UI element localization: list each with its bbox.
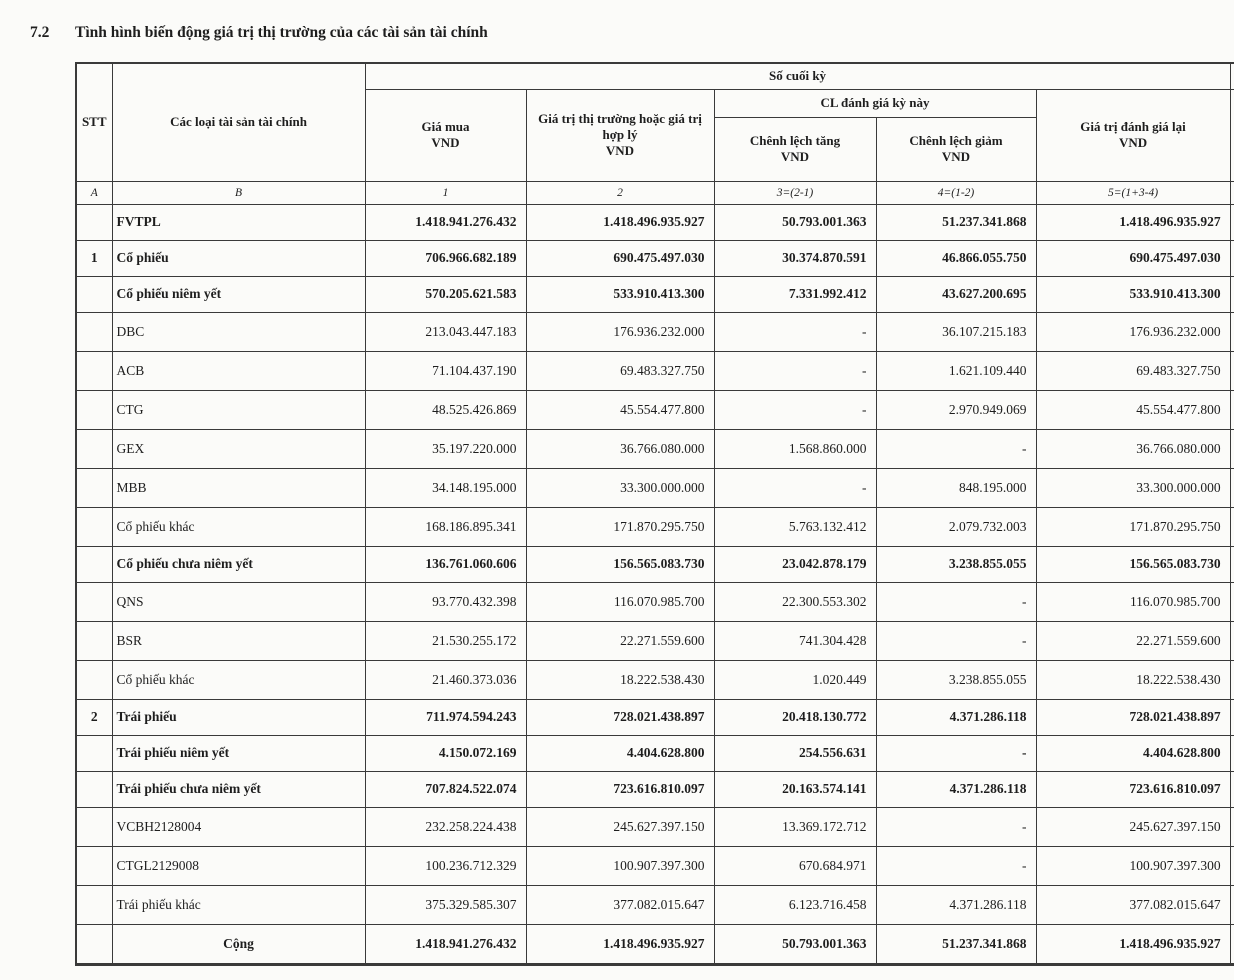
value-cell: 50.793.001.363 — [714, 924, 876, 964]
value-cell: 51.237.341.868 — [876, 204, 1036, 240]
asset-name-cell: DBC — [112, 312, 365, 351]
index-cell: A — [76, 181, 112, 204]
value-cell: 723.616.810.097 — [526, 771, 714, 807]
stt-cell — [76, 507, 112, 546]
value-cell: 3.238.855.055 — [876, 660, 1036, 699]
value-cell: 375.329.585.307 — [365, 885, 526, 924]
value-cell: 533.910.413.300 — [1036, 276, 1230, 312]
asset-name-cell: Trái phiếu chưa niêm yết — [112, 771, 365, 807]
index-cell: B — [112, 181, 365, 204]
clipped-cell — [1230, 429, 1234, 468]
value-cell: 706.966.682.189 — [365, 240, 526, 276]
value-cell: - — [876, 735, 1036, 771]
value-cell: 45.554.477.800 — [526, 390, 714, 429]
value-cell: - — [714, 351, 876, 390]
currency-label: VND — [605, 143, 635, 159]
value-cell: 4.404.628.800 — [526, 735, 714, 771]
value-cell: 4.404.628.800 — [1036, 735, 1230, 771]
value-cell: 156.565.083.730 — [526, 546, 714, 582]
stt-cell — [76, 621, 112, 660]
asset-name-cell: BSR — [112, 621, 365, 660]
stt-cell — [76, 351, 112, 390]
value-cell: 36.766.080.000 — [526, 429, 714, 468]
currency-label: VND — [1118, 135, 1148, 150]
header-market-value — [526, 89, 714, 181]
clipped-cell — [1230, 390, 1234, 429]
value-cell: 22.271.559.600 — [526, 621, 714, 660]
value-cell: - — [876, 621, 1036, 660]
clipped-cell — [1230, 276, 1234, 312]
stt-cell — [76, 276, 112, 312]
index-clipped-cell — [1230, 181, 1234, 204]
section-title-text: Tình hình biến động giá trị thị trường của các tài sản tài chính — [75, 24, 488, 41]
currency-label: VND — [941, 149, 971, 164]
clipped-cell — [1230, 924, 1234, 964]
stt-cell — [76, 771, 112, 807]
stt-cell — [76, 429, 112, 468]
table-row — [76, 582, 1234, 621]
value-cell: 741.304.428 — [714, 621, 876, 660]
table-body — [76, 204, 1234, 964]
value-cell: 1.418.941.276.432 — [365, 204, 526, 240]
asset-name-cell: Cổ phiếu niêm yết — [112, 276, 365, 312]
value-cell: 4.371.286.118 — [876, 699, 1036, 735]
clipped-cell — [1230, 582, 1234, 621]
index-cell: 4=(1-2) — [876, 181, 1036, 204]
value-cell: 707.824.522.074 — [365, 771, 526, 807]
value-cell: 69.483.327.750 — [526, 351, 714, 390]
stt-cell — [76, 735, 112, 771]
clipped-cell — [1230, 312, 1234, 351]
header-revaluation-diff: CL đánh giá kỳ này — [714, 89, 1036, 117]
header-asset-types: Các loại tài sản tài chính — [112, 63, 365, 181]
value-cell: 1.621.109.440 — [876, 351, 1036, 390]
table-row — [76, 660, 1234, 699]
currency-label: VND — [780, 149, 810, 164]
stt-cell — [76, 885, 112, 924]
index-cell: 3=(2-1) — [714, 181, 876, 204]
table-row — [76, 846, 1234, 885]
table-row — [76, 621, 1234, 660]
value-cell: 100.907.397.300 — [1036, 846, 1230, 885]
header-diff-decrease — [876, 117, 1036, 181]
value-cell: 100.236.712.329 — [365, 846, 526, 885]
table-header — [76, 63, 1234, 204]
value-cell: 23.042.878.179 — [714, 546, 876, 582]
table-row — [76, 735, 1234, 771]
clipped-cell — [1230, 846, 1234, 885]
asset-name-cell: Cổ phiếu khác — [112, 507, 365, 546]
asset-name-cell: FVTPL — [112, 204, 365, 240]
value-cell: 18.222.538.430 — [1036, 660, 1230, 699]
value-cell: 50.793.001.363 — [714, 204, 876, 240]
value-cell: 1.418.941.276.432 — [365, 924, 526, 964]
asset-name-cell: VCBH2128004 — [112, 807, 365, 846]
clipped-cell — [1230, 621, 1234, 660]
value-cell: 4.371.286.118 — [876, 771, 1036, 807]
header-revalued — [1036, 89, 1230, 181]
value-cell: 176.936.232.000 — [1036, 312, 1230, 351]
value-cell: 116.070.985.700 — [1036, 582, 1230, 621]
value-cell: 48.525.426.869 — [365, 390, 526, 429]
clipped-cell — [1230, 546, 1234, 582]
value-cell: 33.300.000.000 — [526, 468, 714, 507]
table-row — [76, 429, 1234, 468]
value-cell: 728.021.438.897 — [526, 699, 714, 735]
value-cell: - — [876, 429, 1036, 468]
clipped-cell — [1230, 735, 1234, 771]
table-row — [76, 276, 1234, 312]
header-clipped-column — [1230, 63, 1234, 89]
stt-cell — [76, 546, 112, 582]
stt-cell — [76, 807, 112, 846]
table-row — [76, 807, 1234, 846]
value-cell: 728.021.438.897 — [1036, 699, 1230, 735]
table-row — [76, 507, 1234, 546]
value-cell: 46.866.055.750 — [876, 240, 1036, 276]
table-row — [76, 390, 1234, 429]
value-cell: 711.974.594.243 — [365, 699, 526, 735]
asset-name-cell: ACB — [112, 351, 365, 390]
clipped-cell — [1230, 807, 1234, 846]
section-number: 7.2 — [30, 24, 50, 41]
header-buy-price — [365, 89, 526, 181]
stt-cell — [76, 582, 112, 621]
value-cell: 22.300.553.302 — [714, 582, 876, 621]
stt-cell — [76, 660, 112, 699]
value-cell: 136.761.060.606 — [365, 546, 526, 582]
value-cell: 4.371.286.118 — [876, 885, 1036, 924]
stt-cell — [76, 204, 112, 240]
table-row — [76, 468, 1234, 507]
stt-cell: 1 — [76, 240, 112, 276]
index-row — [76, 181, 1234, 204]
asset-name-cell: QNS — [112, 582, 365, 621]
table-row — [76, 771, 1234, 807]
value-cell: 22.271.559.600 — [1036, 621, 1230, 660]
stt-cell — [76, 846, 112, 885]
value-cell: 7.331.992.412 — [714, 276, 876, 312]
asset-name-cell: Cộng — [112, 924, 365, 964]
value-cell: 245.627.397.150 — [526, 807, 714, 846]
value-cell: - — [876, 582, 1036, 621]
value-cell: - — [714, 468, 876, 507]
value-cell: 377.082.015.647 — [1036, 885, 1230, 924]
table-row — [76, 204, 1234, 240]
value-cell: 6.123.716.458 — [714, 885, 876, 924]
header-diff-increase — [714, 117, 876, 181]
clipped-cell — [1230, 507, 1234, 546]
value-cell: 377.082.015.647 — [526, 885, 714, 924]
value-cell: - — [876, 807, 1036, 846]
asset-name-cell: CTG — [112, 390, 365, 429]
currency-label: VND — [431, 135, 460, 150]
clipped-cell — [1230, 204, 1234, 240]
value-cell: 570.205.621.583 — [365, 276, 526, 312]
value-cell: 1.418.496.935.927 — [526, 924, 714, 964]
value-cell: 69.483.327.750 — [1036, 351, 1230, 390]
value-cell: 33.300.000.000 — [1036, 468, 1230, 507]
table-row — [76, 351, 1234, 390]
value-cell: - — [714, 312, 876, 351]
clipped-cell — [1230, 699, 1234, 735]
asset-name-cell: Cổ phiếu khác — [112, 660, 365, 699]
asset-name-cell: GEX — [112, 429, 365, 468]
value-cell: 156.565.083.730 — [1036, 546, 1230, 582]
clipped-cell — [1230, 885, 1234, 924]
value-cell: - — [714, 390, 876, 429]
value-cell: 245.627.397.150 — [1036, 807, 1230, 846]
value-cell: 34.148.195.000 — [365, 468, 526, 507]
index-cell: 2 — [526, 181, 714, 204]
value-cell: 690.475.497.030 — [526, 240, 714, 276]
table-row — [76, 546, 1234, 582]
header-period: Số cuối kỳ — [365, 63, 1230, 89]
asset-name-cell: MBB — [112, 468, 365, 507]
value-cell: 176.936.232.000 — [526, 312, 714, 351]
value-cell: 690.475.497.030 — [1036, 240, 1230, 276]
value-cell: - — [876, 846, 1036, 885]
value-cell: 171.870.295.750 — [526, 507, 714, 546]
header-stt: STT — [76, 63, 112, 181]
asset-name-cell: Trái phiếu khác — [112, 885, 365, 924]
index-cell: 1 — [365, 181, 526, 204]
value-cell: 51.237.341.868 — [876, 924, 1036, 964]
value-cell: 848.195.000 — [876, 468, 1036, 507]
clipped-cell — [1230, 771, 1234, 807]
value-cell: 213.043.447.183 — [365, 312, 526, 351]
value-cell: 232.258.224.438 — [365, 807, 526, 846]
value-cell: 43.627.200.695 — [876, 276, 1036, 312]
value-cell: 1.020.449 — [714, 660, 876, 699]
value-cell: 45.554.477.800 — [1036, 390, 1230, 429]
table-row — [76, 885, 1234, 924]
value-cell: 35.197.220.000 — [365, 429, 526, 468]
clipped-cell — [1230, 240, 1234, 276]
stt-cell — [76, 468, 112, 507]
value-cell: 18.222.538.430 — [526, 660, 714, 699]
value-cell: 20.418.130.772 — [714, 699, 876, 735]
clipped-cell — [1230, 468, 1234, 507]
stt-cell — [76, 312, 112, 351]
value-cell: 1.418.496.935.927 — [1036, 204, 1230, 240]
value-cell: 2.079.732.003 — [876, 507, 1036, 546]
value-cell: 1.418.496.935.927 — [1036, 924, 1230, 964]
table-row — [76, 240, 1234, 276]
value-cell: 4.150.072.169 — [365, 735, 526, 771]
value-cell: 670.684.971 — [714, 846, 876, 885]
value-cell: 168.186.895.341 — [365, 507, 526, 546]
value-cell: 2.970.949.069 — [876, 390, 1036, 429]
clipped-cell — [1230, 351, 1234, 390]
value-cell: 5.763.132.412 — [714, 507, 876, 546]
value-cell: 93.770.432.398 — [365, 582, 526, 621]
value-cell: 100.907.397.300 — [526, 846, 714, 885]
value-cell: 13.369.172.712 — [714, 807, 876, 846]
value-cell: 171.870.295.750 — [1036, 507, 1230, 546]
asset-name-cell: Trái phiếu — [112, 699, 365, 735]
value-cell: 71.104.437.190 — [365, 351, 526, 390]
value-cell: 20.163.574.141 — [714, 771, 876, 807]
header-market-value-label: Giá trị thị trường hoặc giá trị hợp lý — [538, 110, 702, 142]
asset-name-cell: CTGL2129008 — [112, 846, 365, 885]
value-cell: 21.460.373.036 — [365, 660, 526, 699]
value-cell: 30.374.870.591 — [714, 240, 876, 276]
value-cell: 116.070.985.700 — [526, 582, 714, 621]
header-diff-increase-label: Chênh lệch tăng — [749, 132, 841, 148]
value-cell: 254.556.631 — [714, 735, 876, 771]
asset-name-cell: Trái phiếu niêm yết — [112, 735, 365, 771]
header-row-period — [76, 63, 1234, 89]
value-cell: 1.568.860.000 — [714, 429, 876, 468]
header-diff-decrease-label: Chênh lệch giảm — [909, 132, 1003, 148]
value-cell: 723.616.810.097 — [1036, 771, 1230, 807]
table-row — [76, 699, 1234, 735]
stt-cell: 2 — [76, 699, 112, 735]
header-revalued-label: Giá trị đánh giá lại — [1080, 118, 1186, 134]
value-cell: 36.107.215.183 — [876, 312, 1036, 351]
financial-assets-table — [75, 62, 1234, 966]
value-cell: 21.530.255.172 — [365, 621, 526, 660]
section-title — [30, 24, 488, 42]
value-cell: 1.418.496.935.927 — [526, 204, 714, 240]
asset-name-cell: Cổ phiếu chưa niêm yết — [112, 546, 365, 582]
value-cell: 3.238.855.055 — [876, 546, 1036, 582]
header-clipped-column — [1230, 89, 1234, 181]
index-cell: 5=(1+3-4) — [1036, 181, 1230, 204]
header-buy-price-label: Giá mua — [421, 118, 470, 134]
total-row — [76, 924, 1234, 964]
value-cell: 36.766.080.000 — [1036, 429, 1230, 468]
stt-cell — [76, 924, 112, 964]
stt-cell — [76, 390, 112, 429]
clipped-cell — [1230, 660, 1234, 699]
value-cell: 533.910.413.300 — [526, 276, 714, 312]
asset-name-cell: Cổ phiếu — [112, 240, 365, 276]
table-row — [76, 312, 1234, 351]
